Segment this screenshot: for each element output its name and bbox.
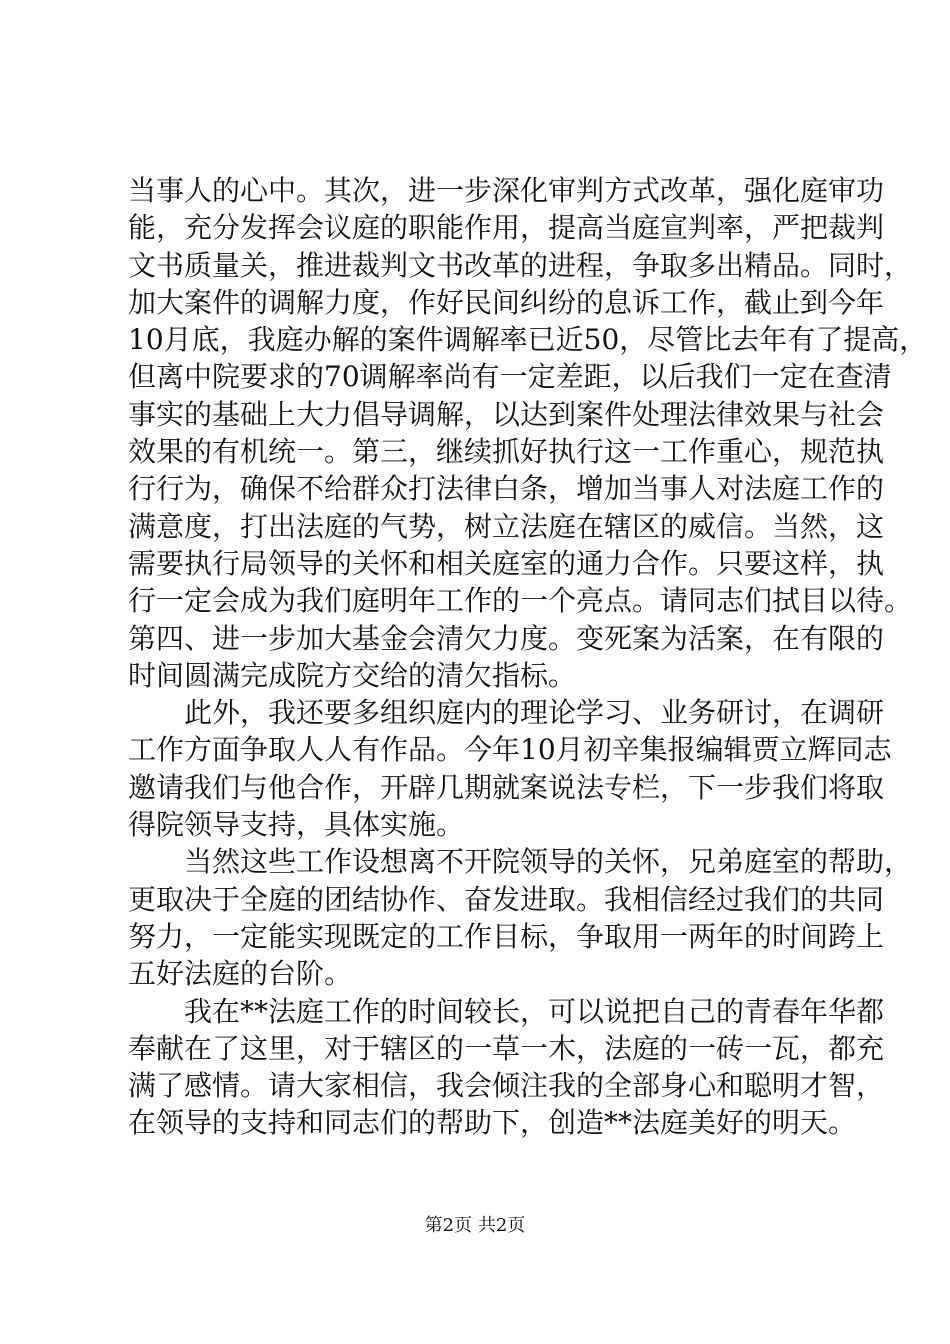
- text-line: 10月底，我庭办解的案件调解率已近50，尽管比去年有了提高，: [128, 323, 928, 357]
- text-line: 满了感情。请大家相信，我会倾注我的全部身心和聪明才智，: [128, 1069, 885, 1103]
- page-number-footer: 第2页 共2页: [424, 1215, 526, 1236]
- text-line: 在领导的支持和同志们的帮助下，创造**法庭美好的明天。: [128, 1106, 857, 1140]
- text-line: 行行为，确保不给群众打法律白条，增加当事人对法庭工作的: [128, 472, 885, 506]
- text-line: 更取决于全庭的团结协作、奋发进取。我相信经过我们的共同: [128, 882, 885, 916]
- text-line: 效果的有机统一。第三，继续抓好执行这一工作重心，规范执: [128, 435, 885, 469]
- text-line: 需要执行局领导的关怀和相关庭室的通力合作。只要这样，执: [128, 546, 885, 580]
- text-line: 第四、进一步加大基金会清欠力度。变死案为活案，在有限的: [128, 621, 885, 655]
- text-line: 努力，一定能实现既定的工作目标，争取用一两年的时间跨上: [128, 919, 885, 953]
- text-line: 邀请我们与他合作，开辟几期就案说法专栏，下一步我们将取: [128, 770, 885, 804]
- paragraph-4: [128, 993, 885, 1142]
- paragraph-2: [128, 694, 892, 843]
- text-line: 加大案件的调解力度，作好民间纠纷的息诉工作，截止到今年: [128, 285, 885, 319]
- text-line: 事实的基础上大力倡导调解，以达到案件处理法律效果与社会: [128, 397, 885, 431]
- paragraph-3: [128, 843, 913, 992]
- text-line: 当事人的心中。其次，进一步深化审判方式改革，强化庭审功: [128, 174, 885, 207]
- text-line: 满意度，打出法庭的气势，树立法庭在辖区的威信。当然，这: [128, 509, 885, 543]
- document-body: [128, 172, 928, 1142]
- text-line-first-indented: 此外，我还要多组织庭内的理论学习、业务研讨，在调研: [184, 696, 885, 730]
- text-line: 时间圆满完成院方交给的清欠指标。: [128, 658, 577, 692]
- text-line: 能，充分发挥会议庭的职能作用，提高当庭宣判率，严把裁判: [128, 211, 885, 245]
- text-line: 得院领导支持，具体实施。: [128, 808, 465, 842]
- text-line: 奉献在了这里，对于辖区的一草一木，法庭的一砖一瓦，都充: [128, 1031, 885, 1065]
- text-line: 工作方面争取人人有作品。今年10月初辛集报编辑贾立辉同志: [128, 733, 892, 767]
- text-line-first-indented: 我在**法庭工作的时间较长，可以说把自己的青春年华都: [184, 994, 885, 1028]
- text-line: 文书质量关，推进裁判文书改革的进程，争取多出精品。同时，: [128, 248, 913, 282]
- text-line: 五好法庭的台阶。: [128, 957, 353, 991]
- text-line-first-indented: 当然这些工作设想离不开院领导的关怀，兄弟庭室的帮助，: [184, 845, 913, 879]
- text-line: 行一定会成为我们庭明年工作的一个亮点。请同志们拭目以待。: [128, 584, 913, 618]
- paragraph-1: [128, 172, 928, 694]
- text-line: 但离中院要求的70调解率尚有一定差距，以后我们一定在查清: [128, 360, 892, 394]
